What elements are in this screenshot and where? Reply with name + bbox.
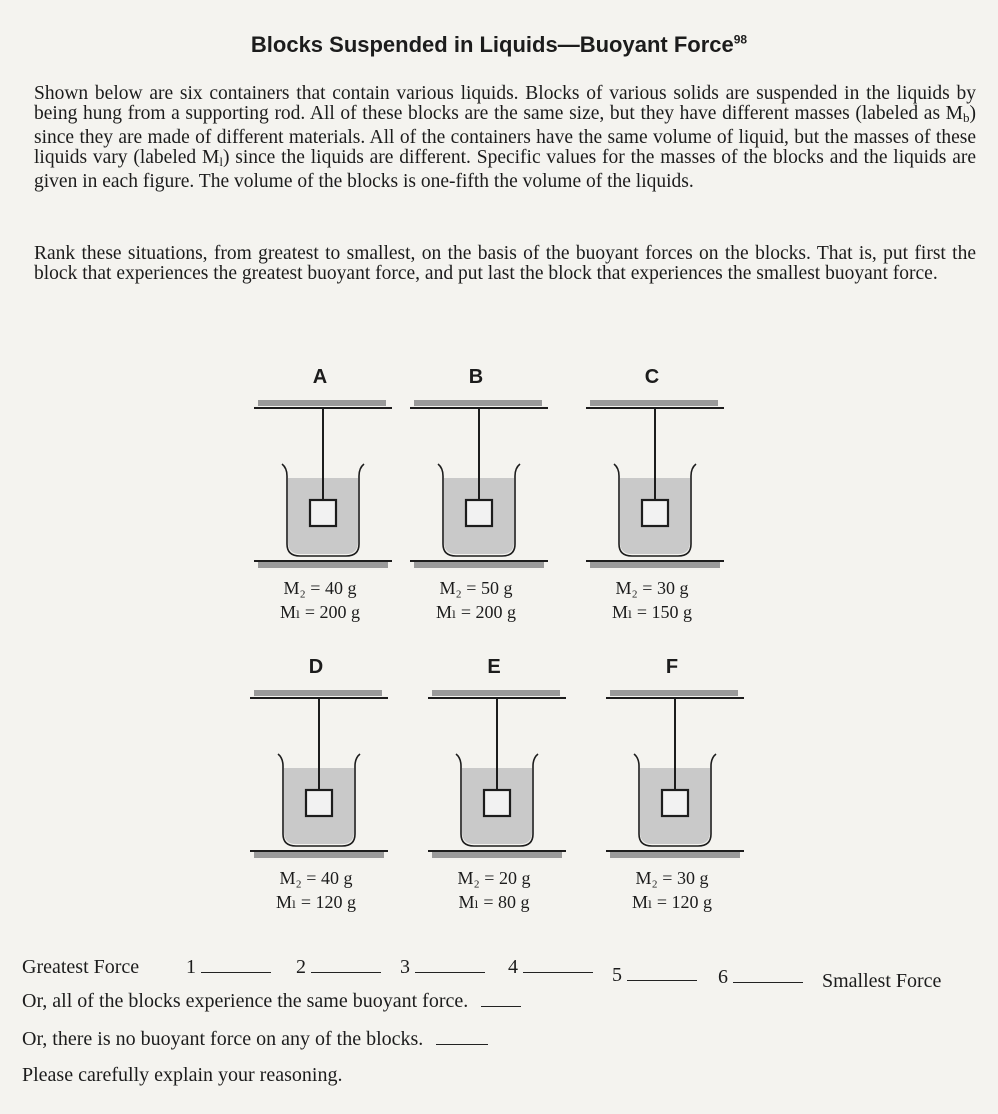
support-rod-shade	[414, 400, 542, 406]
table-shade	[254, 852, 384, 858]
rank-5: 5	[612, 964, 697, 987]
block-mass: M₂ = 30 g	[615, 578, 689, 598]
page-title: Blocks Suspended in Liquids—Buoyant Force$^{98}$	[250, 32, 748, 57]
rank-4: 4	[508, 956, 593, 979]
rank-1: 1	[186, 956, 271, 979]
table-shade	[610, 852, 740, 858]
beaker-diagram	[572, 366, 732, 578]
beaker-diagram	[240, 366, 400, 578]
block	[662, 790, 688, 816]
figure-b	[396, 366, 556, 626]
block-mass: M₂ = 30 g	[635, 868, 709, 888]
beaker-diagram	[414, 656, 574, 868]
block-mass: M₂ = 40 g	[283, 578, 357, 598]
figure-letter: A	[312, 366, 328, 388]
smallest-label: Smallest Force	[822, 970, 942, 992]
support-rod-shade	[590, 400, 718, 406]
liquid-mass: Mₗ = 120 g	[631, 892, 713, 912]
liquid-mass: Mₗ = 80 g	[458, 892, 530, 912]
rank-5-blank[interactable]	[627, 966, 697, 981]
support-rod-shade	[610, 690, 738, 696]
liquid-mass: Mₗ = 150 g	[611, 602, 693, 622]
explain-prompt: Please carefully explain your reasoning.	[22, 1064, 343, 1086]
block	[466, 500, 492, 526]
block	[310, 500, 336, 526]
same-force-option: Or, all of the blocks experience the same buoyant force.	[22, 990, 521, 1013]
rank-1-blank[interactable]	[201, 958, 271, 973]
title-ref: 98	[733, 32, 748, 47]
no-force-blank[interactable]	[436, 1030, 488, 1045]
rank-2: 2	[296, 956, 381, 979]
block-mass: M₂ = 50 g	[439, 578, 513, 598]
rank-2-blank[interactable]	[311, 958, 381, 973]
figure-letter: E	[487, 656, 501, 678]
rank-4-blank[interactable]	[523, 958, 593, 973]
intro-paragraph: Shown below are six containers that contain various liquids. Blocks of various solids are suspended in the liquids by being hung from a supporting rod. All of these blocks are the same size, but they have different masses (labeled as $M_b$) since they are made of different materials. All of the containers have the same volume of liquid, but the masses of these liquids vary (labeled $M_l$) since the liquids are different. Specific values for the masses of the blocks and the liquids are given in each figure. The volume of the blocks is one-fifth the volume of the liquids.	[34, 83, 976, 192]
liquid-mass: Mₗ = 200 g	[435, 602, 517, 622]
table-shade	[590, 562, 720, 568]
figure-a	[240, 366, 400, 626]
figure-letter: B	[468, 366, 484, 388]
ranking-instructions: Rank these situations, from greatest to smallest, on the basis of the buoyant forces on the blocks. That is, put first the block that experiences the greatest buoyant force, and put last the block that experiences the smallest buoyant force.	[34, 243, 976, 284]
block	[642, 500, 668, 526]
figure-c	[572, 366, 732, 626]
rank-6: 6	[718, 966, 803, 989]
block-mass: M₂ = 40 g	[279, 868, 353, 888]
figure-d	[236, 656, 396, 916]
beaker-diagram	[236, 656, 396, 868]
table-shade	[258, 562, 388, 568]
support-rod-shade	[432, 690, 560, 696]
figure-letter: F	[665, 656, 679, 678]
table-shade	[414, 562, 544, 568]
beaker-diagram	[396, 366, 556, 578]
block	[484, 790, 510, 816]
figure-e	[414, 656, 574, 916]
rank-3: 3	[400, 956, 485, 979]
rank-6-blank[interactable]	[733, 968, 803, 983]
no-force-option: Or, there is no buoyant force on any of the blocks.	[22, 1028, 488, 1051]
figure-f	[592, 656, 752, 916]
liquid-mass: Mₗ = 120 g	[275, 892, 357, 912]
figure-letter: C	[644, 366, 660, 388]
liquid-mass: Mₗ = 200 g	[279, 602, 361, 622]
support-rod-shade	[254, 690, 382, 696]
beaker-diagram	[592, 656, 752, 868]
same-force-blank[interactable]	[481, 992, 521, 1007]
support-rod-shade	[258, 400, 386, 406]
figure-letter: D	[308, 656, 324, 678]
block-mass: M₂ = 20 g	[457, 868, 531, 888]
table-shade	[432, 852, 562, 858]
rank-3-blank[interactable]	[415, 958, 485, 973]
greatest-label: Greatest Force	[22, 956, 140, 978]
block	[306, 790, 332, 816]
